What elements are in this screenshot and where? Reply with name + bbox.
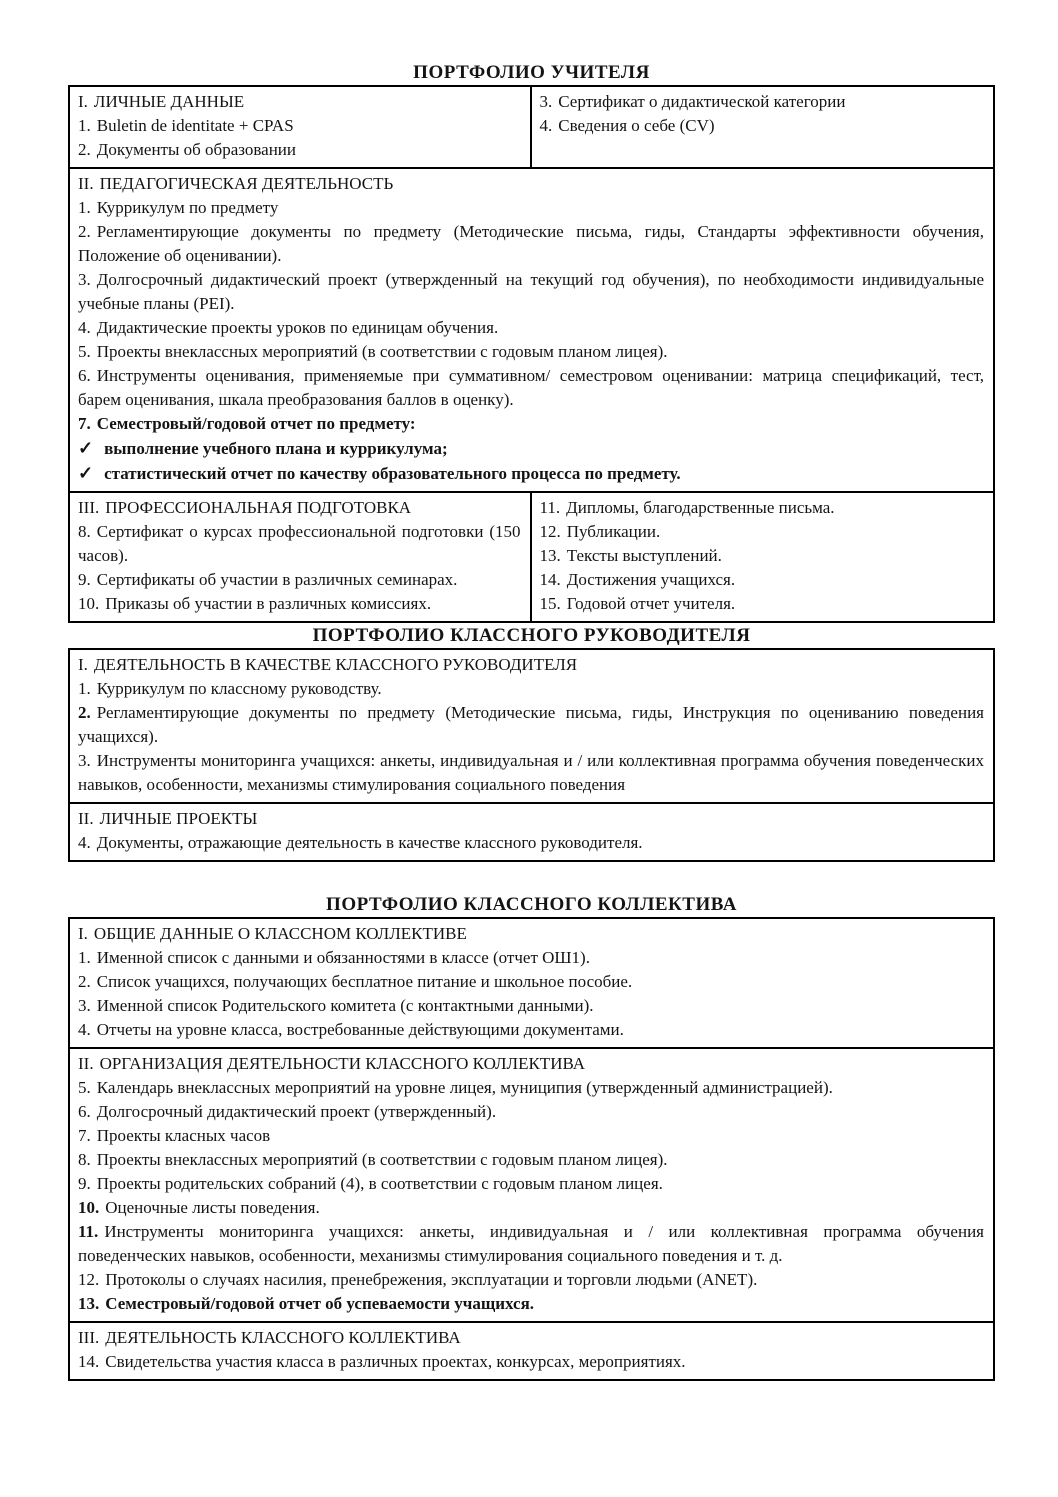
section-header-text: ДЕЯТЕЛЬНОСТЬ В КАЧЕСТВЕ КЛАССНОГО РУКОВОДИТЕЛЯ [93, 655, 578, 674]
item-text: Семестровый/годовой отчет об успеваемости учащихся. [105, 1294, 535, 1313]
item-number: 7. [78, 1126, 91, 1145]
list-item [78, 316, 984, 340]
item-number: 1. [78, 198, 91, 217]
list-item [78, 592, 521, 616]
section-header [78, 922, 984, 946]
item-text: выполнение учебного плана и куррикулума; [104, 439, 448, 458]
section-header [78, 1052, 984, 1076]
item-text: Документы об образовании [96, 140, 296, 159]
item-text: Проекты внеклассных мероприятий (в соответствии с годовым планом лицея). [96, 1150, 668, 1169]
item-number: 2. [78, 222, 91, 241]
list-item [78, 1292, 984, 1316]
list-item [78, 412, 984, 436]
item-text: Buletin de identitate + CPAS [96, 116, 294, 135]
item-number: 10. [78, 1198, 100, 1217]
item-number: 11. [539, 498, 561, 517]
item-number: 12. [78, 1270, 100, 1289]
item-number: II. [78, 174, 94, 193]
item-text: Регламентирующие документы по предмету (Методические письма, гиды, Инструкция по оцениванию поведения учащихся). [78, 703, 984, 746]
item-text: Куррикулум по классному руководству. [96, 679, 382, 698]
list-item [78, 1268, 984, 1292]
list-item [540, 114, 985, 138]
list-item [540, 520, 985, 544]
list-item [78, 1350, 984, 1374]
item-number: 2. [78, 140, 91, 159]
section-header-text: ОБЩИЕ ДАННЫЕ О КЛАССНОМ КОЛЛЕКТИВЕ [93, 924, 467, 943]
list-item [540, 90, 985, 114]
item-text: Сведения о себе (CV) [558, 116, 715, 135]
list-item [78, 677, 984, 701]
item-number: I. [78, 655, 88, 674]
table-cell [532, 87, 994, 167]
list-item [78, 461, 984, 486]
item-number: 8. [78, 522, 91, 541]
list-item [540, 592, 985, 616]
list-item [78, 1076, 984, 1100]
item-text: Дипломы, благодарственные письма. [566, 498, 835, 517]
item-number: 4. [78, 318, 91, 337]
table-row [70, 1047, 993, 1321]
list-item [78, 268, 984, 316]
table-cell [70, 1323, 993, 1379]
table-cell [532, 493, 994, 621]
list-item [78, 436, 984, 461]
item-text: Проекты класных часов [96, 1126, 271, 1145]
item-number: 12. [539, 522, 561, 541]
section-header [78, 653, 984, 677]
portfolio-title: ПОРТФОЛИО УЧИТЕЛЯ [413, 62, 650, 83]
item-number: 7. [78, 414, 91, 433]
list-item [78, 196, 984, 220]
list-item [78, 340, 984, 364]
table-cell [70, 1049, 993, 1321]
item-number: 13. [539, 546, 561, 565]
list-item [78, 1172, 984, 1196]
item-text: Отчеты на уровне класса, востребованные действующими документами. [96, 1020, 624, 1039]
table-cell [70, 804, 993, 860]
item-text: Тексты выступлений. [566, 546, 722, 565]
item-text: Протоколы о случаях насилия, пренебрежения, эксплуатации и торговли людьми (ANET). [105, 1270, 758, 1289]
item-number: 3. [78, 751, 91, 770]
table-cell [70, 87, 532, 167]
portfolio-table [68, 648, 995, 862]
section-header-text: ПРОФЕССИОНАЛЬНАЯ ПОДГОТОВКА [105, 498, 412, 517]
list-item [78, 1124, 984, 1148]
item-number: I. [78, 92, 88, 111]
portfolio-table [68, 917, 995, 1381]
item-text: Проекты внеклассных мероприятий (в соответствии с годовым планом лицея). [96, 342, 668, 361]
item-text: Семестровый/годовой отчет по предмету: [96, 414, 416, 433]
section-header [78, 807, 984, 831]
list-item [78, 520, 521, 568]
item-number: 5. [78, 342, 91, 361]
list-item [78, 1196, 984, 1220]
item-number: II. [78, 809, 94, 828]
list-item [78, 138, 521, 162]
list-item [78, 364, 984, 412]
portfolio-title: ПОРТФОЛИО КЛАССНОГО РУКОВОДИТЕЛЯ [312, 625, 751, 646]
portfolio-table [68, 85, 995, 623]
item-text: Оценочные листы поведения. [105, 1198, 320, 1217]
list-item [78, 701, 984, 749]
list-item [540, 496, 985, 520]
list-item [540, 568, 985, 592]
item-text: Дидактические проекты уроков по единицам обучения. [96, 318, 499, 337]
item-text: Годовой отчет учителя. [566, 594, 736, 613]
item-text: статистический отчет по качеству образовательного процесса по предмету. [104, 464, 681, 483]
table-row [70, 802, 993, 860]
table-cell [70, 919, 993, 1047]
table-row [70, 1321, 993, 1379]
table-row [70, 491, 993, 621]
item-number: 3. [78, 996, 91, 1015]
item-number: 6. [78, 1102, 91, 1121]
item-number: 15. [539, 594, 561, 613]
portfolio-section [68, 892, 995, 1381]
item-number: 11. [78, 1222, 99, 1241]
item-text: Инструменты мониторинга учащихся: анкеты, индивидуальная и / или коллективная программа обучения поведенческих навыков, особенности, механизмы стимулирования социального поведения и т. д. [78, 1222, 984, 1265]
list-item [78, 946, 984, 970]
item-text: Именной список с данными и обязанностями в классе (отчет ОШ1). [96, 948, 590, 967]
checkmark-icon: ✓ [78, 463, 94, 483]
item-number: III. [78, 498, 100, 517]
table-row [70, 919, 993, 1047]
item-number: 2. [78, 703, 91, 722]
item-text: Достижения учащихся. [566, 570, 736, 589]
section-header-text: ОРГАНИЗАЦИЯ ДЕЯТЕЛЬНОСТИ КЛАССНОГО КОЛЛЕКТИВА [99, 1054, 586, 1073]
list-item [78, 1018, 984, 1042]
item-text: Инструменты мониторинга учащихся: анкеты, индивидуальная и / или коллективная программа обучения поведенческих навыков, особенности, механизмы стимулирования социального поведения [78, 751, 984, 794]
list-item [78, 970, 984, 994]
item-text: Проекты родительских собраний (4), в соответствии с годовым планом лицея. [96, 1174, 663, 1193]
list-item [78, 1100, 984, 1124]
portfolio-section [68, 623, 995, 862]
section-header-text: ДЕЯТЕЛЬНОСТЬ КЛАССНОГО КОЛЛЕКТИВА [105, 1328, 461, 1347]
item-text: Долгосрочный дидактический проект (утвержденный). [96, 1102, 497, 1121]
item-number: 4. [539, 116, 553, 135]
section-header-text: ПЕДАГОГИЧЕСКАЯ ДЕЯТЕЛЬНОСТЬ [99, 174, 394, 193]
item-number: 13. [78, 1294, 100, 1313]
item-text: Регламентирующие документы по предмету (Методические письма, гиды, Стандарты эффективности обучения, Положение об оценивании). [78, 222, 984, 265]
item-text: Список учащихся, получающих бесплатное питание и школьное пособие. [96, 972, 633, 991]
item-text: Именной список Родительского комитета (с контактными данными). [96, 996, 594, 1015]
list-item [78, 994, 984, 1018]
table-row [70, 650, 993, 802]
portfolio-section [68, 60, 995, 623]
list-item [540, 544, 985, 568]
item-text: Документы, отражающие деятельность в качестве классного руководителя. [96, 833, 643, 852]
item-text: Сертификаты об участии в различных семинарах. [96, 570, 458, 589]
section-header-text: ЛИЧНЫЕ ДАННЫЕ [93, 92, 245, 111]
item-number: 4. [78, 833, 91, 852]
checkmark-icon: ✓ [78, 438, 94, 458]
section-header-text: ЛИЧНЫЕ ПРОЕКТЫ [99, 809, 258, 828]
item-number: 1. [78, 116, 91, 135]
item-number: 9. [78, 1174, 91, 1193]
item-number: 8. [78, 1150, 91, 1169]
item-number: 14. [78, 1352, 100, 1371]
item-text: Приказы об участии в различных комиссиях. [105, 594, 432, 613]
item-number: 4. [78, 1020, 91, 1039]
list-item [78, 831, 984, 855]
table-cell [70, 493, 532, 621]
item-number: 1. [78, 948, 91, 967]
list-item [78, 568, 521, 592]
list-item [78, 749, 984, 797]
item-text: Свидетельства участия класса в различных проектах, конкурсах, мероприятиях. [105, 1352, 686, 1371]
table-row [70, 167, 993, 491]
section-header [78, 172, 984, 196]
item-text: Календарь внеклассных мероприятий на уровне лицея, муниципия (утвержденный администрацией). [96, 1078, 833, 1097]
list-item [78, 114, 521, 138]
table-cell [70, 169, 993, 491]
item-number: 1. [78, 679, 91, 698]
item-text: Куррикулум по предмету [96, 198, 279, 217]
item-number: 10. [78, 594, 100, 613]
portfolio-sections [68, 60, 995, 1381]
portfolio-title: ПОРТФОЛИО КЛАССНОГО КОЛЛЕКТИВА [326, 894, 737, 915]
item-number: 5. [78, 1078, 91, 1097]
item-number: 3. [78, 270, 91, 289]
table-cell [70, 650, 993, 802]
item-text: Сертификат о курсах профессиональной подготовки (150 часов). [78, 522, 521, 565]
list-item [78, 1220, 984, 1268]
list-item [78, 1148, 984, 1172]
item-text: Сертификат о дидактической категории [558, 92, 846, 111]
item-number: 14. [539, 570, 561, 589]
item-text: Публикации. [566, 522, 661, 541]
item-number: 6. [78, 366, 91, 385]
item-text: Инструменты оценивания, применяемые при суммативном/ семестровом оценивании: матрица спецификаций, тест, барем оценивания, шкала преобразования баллов в оценку). [78, 366, 984, 409]
item-number: III. [78, 1328, 100, 1347]
item-text: Долгосрочный дидактический проект (утвержденный на текущий год обучения), по необходимости индивидуальные учебные планы (PEI). [78, 270, 984, 313]
item-number: 3. [539, 92, 553, 111]
item-number: 2. [78, 972, 91, 991]
item-number: I. [78, 924, 88, 943]
section-header [78, 496, 521, 520]
section-header [78, 1326, 984, 1350]
list-item [78, 220, 984, 268]
item-number: 9. [78, 570, 91, 589]
section-header [78, 90, 521, 114]
table-row [70, 87, 993, 167]
item-number: II. [78, 1054, 94, 1073]
